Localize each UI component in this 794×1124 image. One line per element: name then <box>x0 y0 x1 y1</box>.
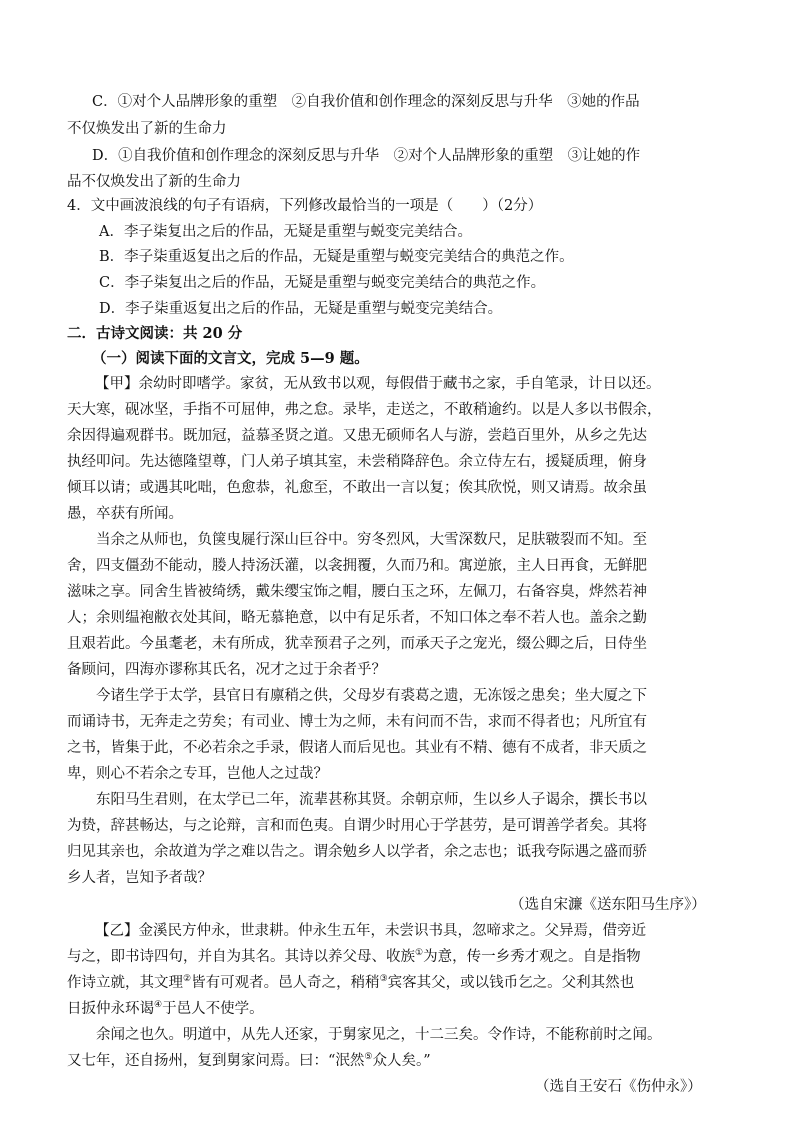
jia-line: 东阳马生君则，在太学已二年，流辈甚称其贤。余朝京师，生以乡人子谒余，撰长书以 <box>67 792 647 808</box>
jia-line: 归见其亲也，余故道为学之难以告之。谓余勉乡人以学者，余之志也；诋我夸际遇之盛而骄 <box>67 844 647 860</box>
footnote-marker: ② <box>183 974 192 985</box>
yi-line: 又七年，还自扬州，复到舅家问焉。曰：“泯然⑤众人矣。” <box>67 1052 431 1069</box>
jia-line: 今诸生学于太学，县官日有廪稍之供，父母岁有裘葛之遗，无冻馁之患矣；坐大厦之下 <box>67 688 647 704</box>
jia-line: 余因得遍观群书。既加冠，益慕圣贤之道。又患无硕师名人与游，尝趋百里外，从乡之先达 <box>67 428 647 444</box>
q3-option-c-line1: C．①对个人品牌形象的重塑 ②自我价值和创作理念的深刻反思与升华 ③她的作品 <box>92 94 640 110</box>
q4-option-c: C．李子柒复出之后的作品，无疑是重塑与蜕变完美结合的典范之作。 <box>99 275 546 291</box>
jia-line: 而诵诗书，无奔走之劳矣；有司业、博士为之师，未有问而不告，求而不得者也；凡所宜有 <box>67 714 647 730</box>
q3-option-d-line2: 品不仅焕发出了新的生命力 <box>67 174 241 190</box>
jia-source: （选自宋濂《送东阳马生序》） <box>510 897 706 913</box>
footnote-marker: ① <box>415 948 424 959</box>
jia-line: 倾耳以请；或遇其叱咄，色愈恭，礼愈至，不敢出一言以复；俟其欣悦，则又请焉。故余虽 <box>67 480 647 496</box>
q3-option-d-line1: D．①自我价值和创作理念的深刻反思与升华 ②对个人品牌形象的重塑 ③让她的作 <box>92 148 641 164</box>
jia-line: 卑，则心不若余之专耳，岂他人之过哉？ <box>67 766 328 782</box>
jia-line: 舍，四支僵劲不能动，媵人持汤沃灌，以衾拥覆，久而乃和。寓逆旅，主人日再食，无鲜肥 <box>67 558 647 574</box>
jia-line: 【甲】余幼时即嗜学。家贫，无从致书以观，每假借于藏书之家，手自笔录，计日以还。 <box>95 376 661 392</box>
jia-line: 愚，卒获有所闻。 <box>67 506 183 522</box>
q4-stem: 4．文中画波浪线的句子有语病，下列修改最恰当的一项是（ ）（2分） <box>67 198 543 214</box>
q3-option-c-line2: 不仅焕发出了新的生命力 <box>67 121 227 137</box>
section-subheading: （一）阅读下面的文言文，完成 5—9 题。 <box>92 350 369 367</box>
yi-line: 与之，即书诗四句，并自为其名。其诗以养父母、收族①为意，传一乡秀才观之。自是指物 <box>67 948 641 965</box>
yi-line: 【乙】金溪民方仲永，世隶耕。仲永生五年，未尝识书具，忽啼求之。父异焉，借旁近 <box>95 923 646 939</box>
jia-line: 备顾问，四海亦谬称其氏名，况才之过于余者乎？ <box>67 662 386 678</box>
yi-line: 余闻之也久。明道中，从先人还家，于舅家见之，十二三矣。令作诗，不能称前时之闻。 <box>67 1027 662 1043</box>
jia-line: 乡人者，岂知予者哉？ <box>67 870 212 886</box>
footnote-marker: ⑤ <box>364 1052 373 1063</box>
jia-line: 天大寒，砚冰坚，手指不可屈伸，弗之怠。录毕，走送之，不敢稍逾约。以是人多以书假余， <box>67 402 662 418</box>
jia-line: 之书，皆集于此，不必若余之手录，假诸人而后见也。其业有不精、德有不成者，非天质之 <box>67 740 647 756</box>
jia-line: 且艰若此。今虽耄老，未有所成，犹幸预君子之列，而承天子之宠光，缀公卿之后，日侍坐 <box>67 636 647 652</box>
q4-option-b: B．李子柒重返复出之后的作品，无疑是重塑与蜕变完美结合的典范之作。 <box>99 249 574 265</box>
jia-line: 执经叩问。先达德隆望尊，门人弟子填其室，未尝稍降辞色。余立侍左右，援疑质理，俯身 <box>67 454 647 470</box>
yi-line: 作诗立就，其文理②皆有可观者。邑人奇之，稍稍③宾客其父，或以钱币乞之。父利其然也 <box>67 974 635 991</box>
jia-line: 人；余则缊袍敝衣处其间，略无慕艳意，以中有足乐者，不知口体之奉不若人也。盖余之勤 <box>67 610 647 626</box>
q4-option-a: A．李子柒复出之后的作品，无疑是重塑与蜕变完美结合。 <box>99 224 472 240</box>
footnote-marker: ④ <box>154 1000 163 1011</box>
jia-line: 当余之从师也，负箧曳屣行深山巨谷中。穷冬烈风，大雪深数尺，足肤皲裂而不知。至 <box>67 532 647 548</box>
q4-option-d: D．李子柒重返复出之后的作品，无疑是重塑与蜕变完美结合。 <box>99 301 503 317</box>
yi-source: （选自王安石《伤仲永》） <box>535 1079 702 1095</box>
jia-line: 滋味之享。同舍生皆被绮绣，戴朱缨宝饰之帽，腰白玉之环，左佩刀，右备容臭，烨然若神 <box>67 584 647 600</box>
section-heading: 二．古诗文阅读：共 20 分 <box>67 325 243 342</box>
yi-line: 日扳仲永环谒④于邑人不使学。 <box>67 1000 264 1017</box>
jia-line: 为贽，辞甚畅达，与之论辩，言和而色夷。自谓少时用心于学甚劳，是可谓善学者矣。其将 <box>67 818 647 834</box>
footnote-marker: ③ <box>379 974 388 985</box>
